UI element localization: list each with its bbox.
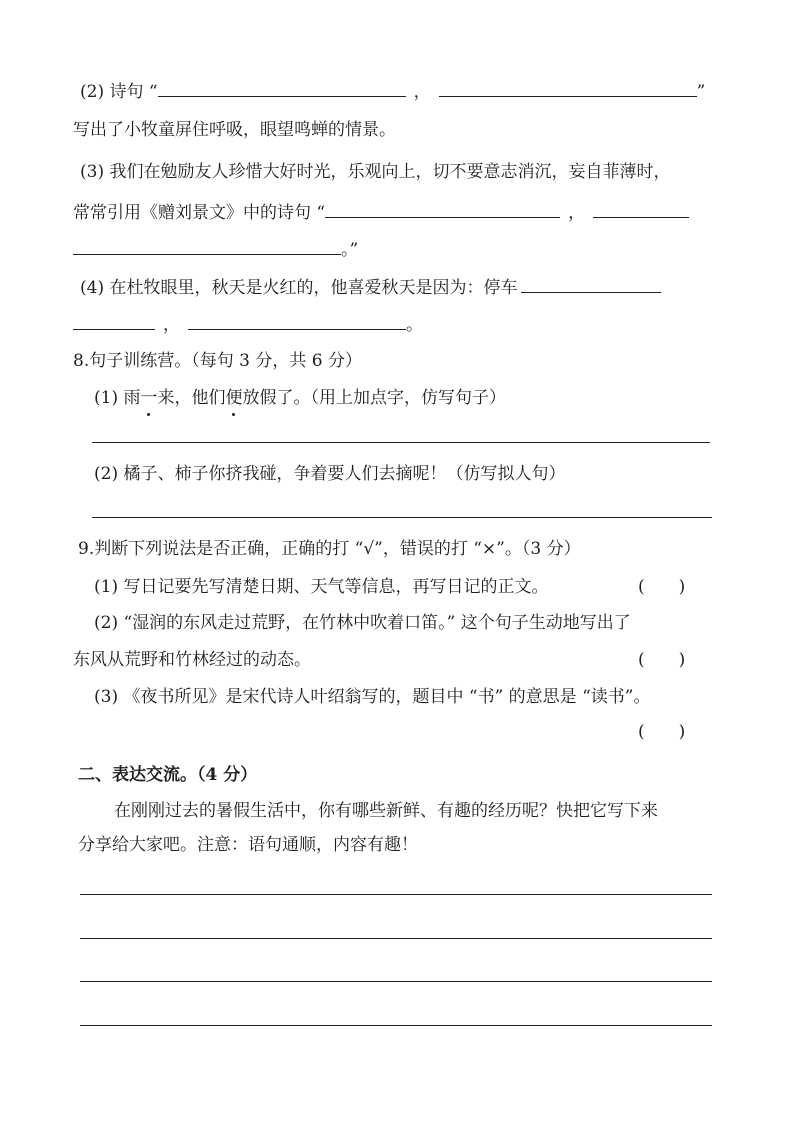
q9-item2-line1: (2) “湿润的东风走过荒野，在竹林中吹着口笛。” 这个句子生动地写出了 <box>94 613 631 633</box>
q9-title: 9.判断下列说法是否正确，正确的打 “√”，错误的打 “×”。（3 分） <box>78 539 581 559</box>
q7-item2-line2: 写出了小牧童屏住呼吸，眼望鸣蝉的情景。 <box>73 120 396 140</box>
q8-title: 8.句子训练营。（每句 3 分，共 6 分） <box>73 351 362 371</box>
q7-item2-line1 <box>80 80 705 103</box>
section2-answer-line-1[interactable] <box>80 894 712 895</box>
section2-answer-line-3[interactable] <box>80 981 712 982</box>
q7-item2-prefix: (2) 诗句 “ <box>80 82 158 102</box>
q7-item4-blank-3[interactable] <box>188 313 406 330</box>
section2-answer-line-2[interactable] <box>80 938 712 939</box>
q7-item3-prefix: 常常引用《赠刘景文》中的诗句 “ <box>73 203 326 223</box>
q9-item1-answer-paren[interactable]: ( ) <box>638 577 686 597</box>
q7-item3-blank-1[interactable] <box>325 201 560 218</box>
q7-item3-line1: (3) 我们在勉励友人珍惜大好时光，乐观向上，切不要意志消沉，妄自菲薄时， <box>80 162 671 182</box>
q9-item2-line2: 东风从荒野和竹林经过的动态。 <box>73 650 311 670</box>
q9-item1: (1) 写日记要先写清楚日期、天气等信息，再写日记的正文。 <box>94 577 549 597</box>
q7-item2-suffix: ” <box>696 82 706 102</box>
q8-item1-answer-line[interactable] <box>92 442 710 443</box>
q7-item4-blank-1[interactable] <box>521 276 661 293</box>
q7-item4-end: 。 <box>406 315 423 335</box>
q7-item2-comma: ， <box>413 82 431 102</box>
q7-item4-prefix: (4) 在杜牧眼里，秋天是火红的，他喜爱秋天是因为：停车 <box>80 278 518 298</box>
q9-item3: (3) 《夜书所见》是宋代诗人叶绍翁写的，题目中 “书” 的意思是 “读书”。 <box>94 687 651 707</box>
q9-item3-answer-paren[interactable]: ( ) <box>638 722 686 742</box>
q7-item3-line2 <box>73 201 689 224</box>
q8-item1-dotted-word-2: 便 <box>225 388 243 408</box>
q7-item3-line3 <box>73 238 358 261</box>
q8-item1-text-3: 放假了。（用上加点字，仿写句子） <box>242 388 506 408</box>
q8-item1-dotted-word-1: 一 <box>140 388 158 408</box>
q7-item2-blank-2[interactable] <box>439 80 697 97</box>
q7-item3-blank-3[interactable] <box>73 238 341 255</box>
q8-item2-answer-line[interactable] <box>92 517 712 518</box>
q7-item4-line2 <box>73 313 423 336</box>
q8-item1 <box>94 387 506 409</box>
q7-item3-blank-2[interactable] <box>593 201 689 218</box>
q8-item2: (2) 橘子、柿子你挤我碰，争着要人们去摘呢！（仿写拟人句） <box>94 464 566 484</box>
q7-item3-suffix: 。” <box>341 240 359 260</box>
q7-item3-comma: ， <box>568 203 586 223</box>
section2-paragraph-line2: 分享给大家吧。注意：语句通顺，内容有趣！ <box>78 835 418 855</box>
section2-paragraph-line1: 在刚刚过去的暑假生活中，你有哪些新鲜、有趣的经历呢？快把它写下来 <box>114 801 658 821</box>
section2-answer-line-4[interactable] <box>80 1025 712 1026</box>
q7-item4-line1 <box>80 276 661 299</box>
q9-item2-answer-paren[interactable]: ( ) <box>638 650 686 670</box>
q8-item1-text-1: (1) 雨 <box>94 388 141 408</box>
q7-item4-comma: ， <box>163 315 180 335</box>
q7-item4-blank-2[interactable] <box>73 313 155 330</box>
q7-item2-blank-1[interactable] <box>158 80 406 97</box>
q8-item1-text-2: 来，他们 <box>157 388 226 408</box>
section2-title: 二、表达交流。（4 分） <box>78 765 258 785</box>
